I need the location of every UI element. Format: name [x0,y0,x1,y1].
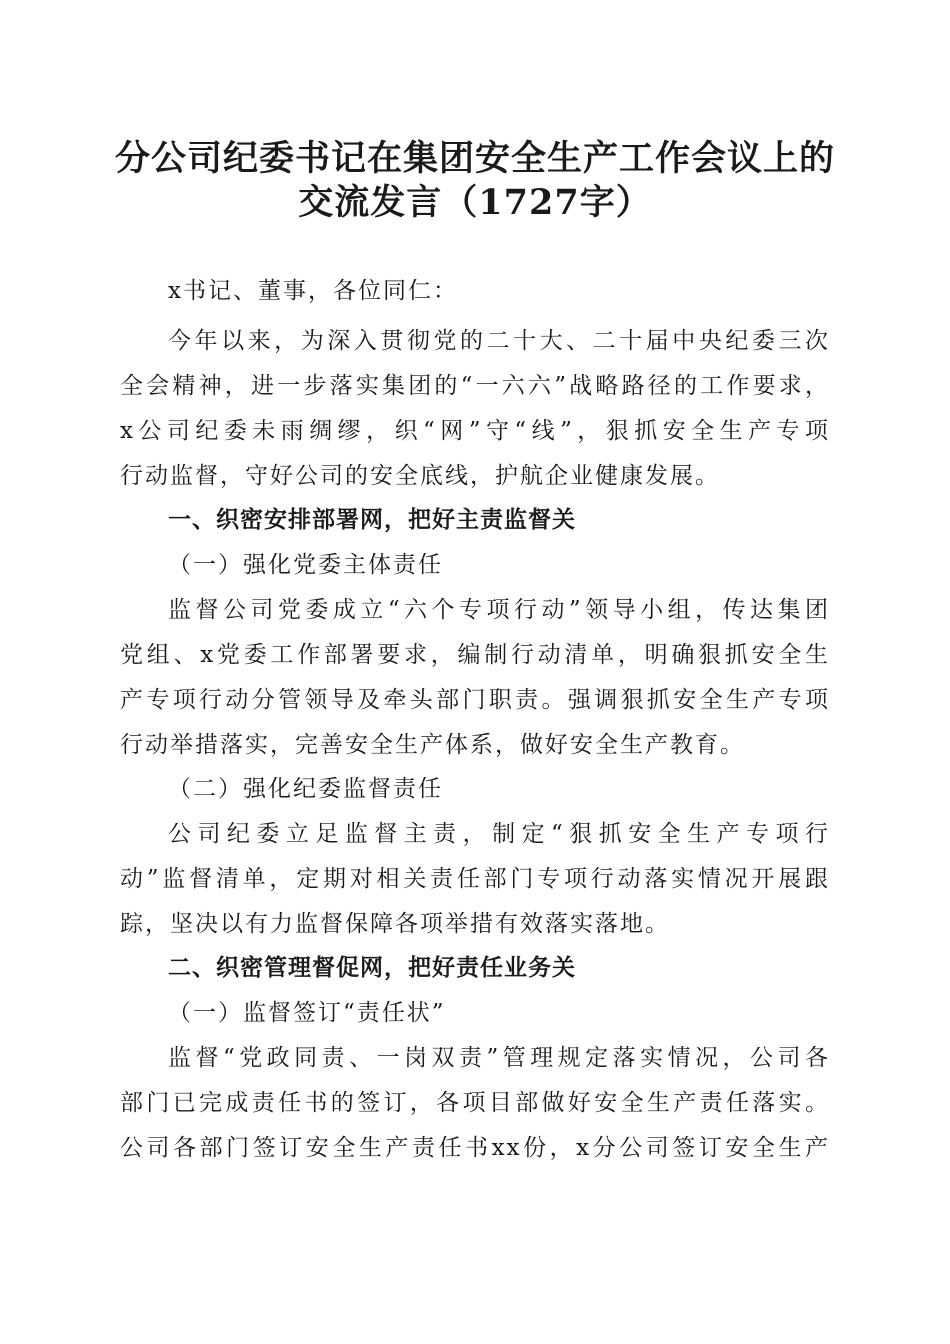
section-1-subheading-2: （二）强化纪委监督责任 [168,776,443,802]
salutation: x书记、董事，各位同仁： [168,278,458,304]
intro-line-1: 今年以来，为深入贯彻党的二十大、二十届中央纪委三次 [168,328,830,354]
section-2-sub-1-line-2: 部门已完成责任书的签订，各项目部做好安全生产责任落实。 [120,1090,830,1116]
section-1-sub-1-line-3: 产专项行动分管领导及牵头部门职责。强调狠抓安全生产专项 [120,687,830,713]
section-1-sub-2-line-2: 动”监督清单，定期对相关责任部门专项行动落实情况开展跟 [120,866,830,892]
section-1-subheading-1: （一）强化党委主体责任 [168,552,443,578]
section-1-heading: 一、织密安排部署网，把好主责监督关 [168,507,576,533]
section-1-sub-2-line-3: 踪，坚决以有力监督保障各项举措有效落实落地。 [120,911,670,937]
section-2-sub-1-line-3: 公司各部门签订安全生产责任书xx份，x分公司签订安全生产 [120,1135,830,1161]
intro-line-3: x公司纪委未雨绸缪，织“网”守“线”，狠抓安全生产专项 [120,418,830,444]
section-1-sub-1-line-4: 行动举措落实，完善安全生产体系，做好安全生产教育。 [120,732,745,758]
section-2-heading: 二、织密管理督促网，把好责任业务关 [168,955,576,981]
section-2-subheading-1: （一）监督签订“责任状” [168,1000,446,1026]
section-1-sub-2-line-1: 公司纪委立足监督主责，制定“狠抓安全生产专项行 [168,821,830,847]
section-1-sub-1-line-2: 党组、x党委工作部署要求，编制行动清单，明确狠抓安全生 [120,642,830,668]
intro-line-4: 行动监督，守好公司的安全底线，护航企业健康发展。 [120,463,720,489]
document-title-line-2: 交流发言（1727字） [298,182,652,223]
document-title-line-1: 分公司纪委书记在集团安全生产工作会议上的 [114,138,835,179]
section-2-sub-1-line-1: 监督“党政同责、一岗双责”管理规定落实情况，公司各 [168,1045,830,1071]
intro-line-2: 全会精神，进一步落实集团的“一六六”战略路径的工作要求， [120,373,830,399]
section-1-sub-1-line-1: 监督公司党委成立“六个专项行动”领导小组，传达集团 [168,597,830,623]
